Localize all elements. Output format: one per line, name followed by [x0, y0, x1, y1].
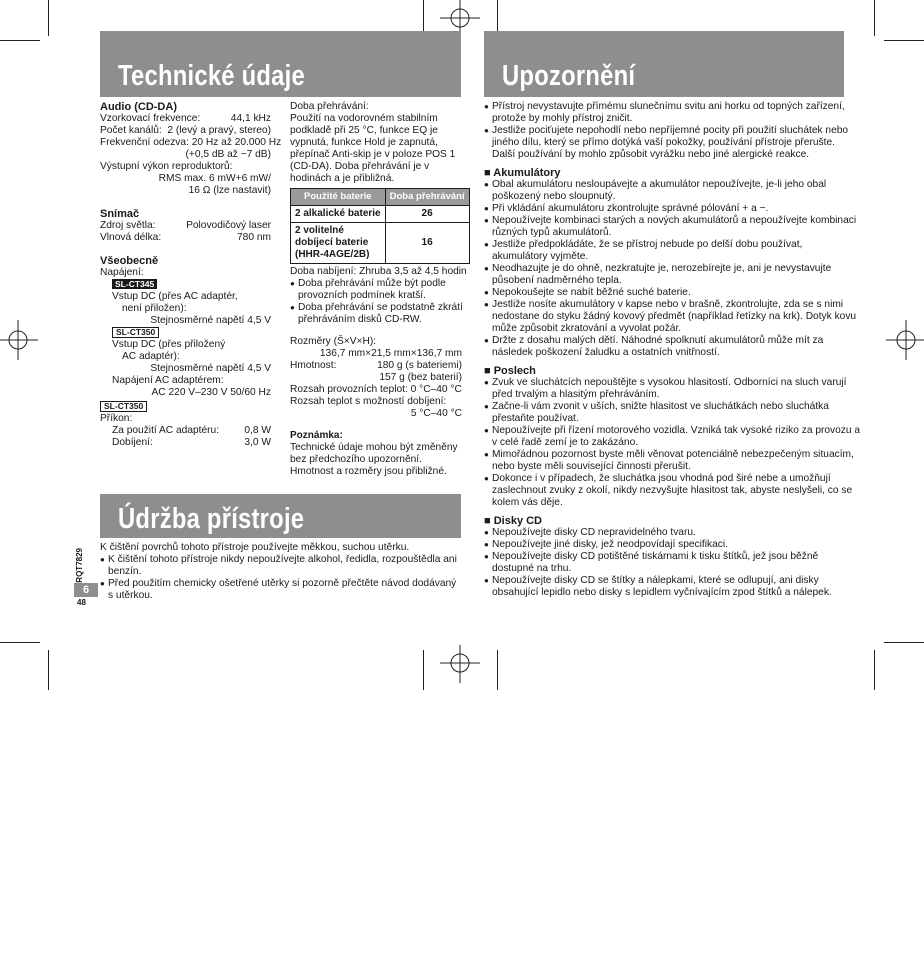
power-label: Napájení: — [100, 267, 144, 278]
list-item-line: následek poškození žaludku a ostatních vnitřností. — [492, 347, 720, 358]
list-item — [484, 125, 849, 161]
specs-column-left — [100, 101, 282, 449]
specs-banner — [100, 31, 461, 97]
batteries-list — [484, 179, 857, 359]
maint-b1-line2: benzín. — [108, 566, 142, 577]
remark-line-3: Hmotnost a rozměry jsou přibližné. — [290, 466, 447, 477]
batteries-heading-text: Akumulátory — [493, 167, 561, 179]
playback-desc-4: přepínač Anti-skip je v poloze POS 1 — [290, 149, 456, 160]
list-item-line: ● Dokonce i v případech, že sluchátka jsou vhodná pod širé nebe a umožňují — [492, 473, 831, 484]
maintenance-banner — [100, 494, 461, 538]
list-item-line: jiného dílu, který se přímo dotýká vaší pokožky, používání přístroje přerušte. — [492, 137, 835, 148]
audio-heading: Audio (CD-DA) — [100, 101, 177, 113]
listening-list — [484, 377, 861, 509]
warnings-column — [484, 101, 861, 599]
list-item-line: ● Nepoužívejte při řízení motorového vozidla. Vzniká tak vysoké riziko za provozu a — [492, 425, 861, 436]
list-item — [484, 449, 854, 473]
list-item-line: ● Mimořádnou pozornost byste měli věnovat potenciálně nebezpečeným situacím, — [492, 449, 854, 460]
page-number: 48 — [77, 598, 86, 607]
charge-temp-value: 5 °C–40 °C — [410, 408, 462, 419]
list-item — [484, 425, 861, 449]
list-item — [484, 539, 844, 551]
list-item-line: obsahující lepidlo nebo disky s lepidlem vyčnívajícím zpod štítků a nálepek. — [492, 587, 832, 598]
list-item-line: ● Nepoužívejte disky CD nepravidelného tvaru. — [492, 527, 696, 538]
battery-table — [290, 188, 470, 264]
row2-battery-1: 2 volitelné — [295, 225, 344, 236]
list-item — [484, 179, 844, 203]
list-item-line: ● Jestliže nosíte akumulátory v kapse nebo v brašně, zkontrolujte, zda se s nimi — [492, 299, 844, 310]
weight-value-2: 157 g (bez baterií) — [379, 372, 462, 383]
playback-desc-3: vypnutá, funkce Hold je zapnutá, — [290, 137, 438, 148]
note1-line1: ● Doba přehrávání může být podle — [298, 278, 446, 289]
row2-time: 16 — [385, 223, 469, 264]
note1-line2: provozních podmínek kratší. — [298, 290, 426, 301]
pickup-heading: Snímač — [100, 208, 140, 220]
list-item — [484, 203, 844, 215]
list-item-line: ● Přístroj nevystavujte přímému slunečnímu svitu ani horku od topných zařízení, — [492, 101, 845, 112]
dims-value: 136,7 mm×21,5 mm×136,7 mm — [319, 348, 462, 359]
list-item — [484, 551, 844, 575]
list-item-line: před trvalým a hlasitým přehráváním. — [492, 389, 660, 400]
maintenance-section — [100, 542, 460, 602]
response-value: (+0,5 dB až −7 dB) — [185, 149, 271, 160]
maint-b1-line1: ● K čištění tohoto přístroje nikdy nepoužívejte alkohol, ředidla, rozpouštědla ani — [108, 554, 457, 565]
playback-desc-6: hodinách a je přibližná. — [290, 173, 395, 184]
charge-temp-label: Rozsah teplot s možností dobíjení: — [290, 396, 447, 407]
channels-value: 2 (levý a pravý, stereo) — [167, 125, 271, 136]
weight-value-1: 180 g (s bateriemi) — [377, 360, 462, 371]
freq-label: Vzorkovací frekvence: — [100, 113, 201, 124]
playback-desc-2: podkladě při 25 °C, funkce EQ je — [290, 125, 438, 136]
list-item-line: v celé řadě zemí je to zakázáno. — [492, 437, 639, 448]
dc1-value: Stejnosměrné napětí 4,5 V — [150, 315, 271, 326]
list-item-line: ● Nepoužívejte disky CD potištěné tiskárnami k tisku štítků, jež jsou běžně — [492, 551, 819, 562]
model-badge-ct350-2: SL-CT350 — [100, 401, 147, 412]
output-label: Výstupní výkon reproduktorů: — [100, 161, 233, 172]
list-item-line: nebo byste měli související činnosti přerušit. — [492, 461, 691, 472]
row2-battery-3: (HHR-4AGE/2B) — [295, 249, 370, 260]
maint-b2-line1: ● Před použitím chemicky ošetřené utěrky si pozorně přečtěte návod dodávaný — [108, 578, 457, 589]
list-item-line: ● Začne-li vám zvonit v uších, snižte hlasitost ve sluchátkách nebo sluchátka — [492, 401, 829, 412]
source-label: Zdroj světla: — [100, 220, 156, 231]
list-item — [484, 335, 844, 359]
list-item — [484, 101, 844, 125]
list-item — [484, 299, 857, 335]
list-item — [484, 263, 844, 287]
list-item-line: akumulátory vyjměte. — [492, 251, 589, 262]
dc1-line2: není přiložen): — [122, 303, 187, 314]
list-item-line: poškozený nebo sloupnutý. — [492, 191, 616, 202]
remark-heading: Poznámka: — [290, 430, 343, 441]
page-tab: 6 — [74, 583, 98, 597]
cons-charge-value: 3,0 W — [244, 437, 271, 448]
maintenance-intro: K čištění povrchů tohoto přístroje používejte měkkou, suchou utěrku. — [100, 542, 410, 553]
doc-code: RQT7829 — [75, 548, 84, 583]
table-header-time: Doba přehrávání — [385, 189, 469, 206]
row1-battery: 2 alkalické baterie — [291, 206, 386, 223]
list-item-line: Další používání by mohlo způsobit vyrážku nebo jiné alergické reakce. — [492, 149, 810, 160]
discs-list — [484, 527, 844, 599]
row2-battery-2: dobíjecí baterie — [295, 237, 369, 248]
list-item-line: ● Nepoužívejte kombinaci starých a nových akumulátorů a nepoužívejte kombinaci — [492, 215, 857, 226]
list-item-line: kolem vás děje. — [492, 497, 563, 508]
weight-label: Hmotnost: — [290, 360, 337, 371]
playback-desc-1: Použití na vodorovném stabilním — [290, 113, 438, 124]
list-item-line: ● Držte z dosahu malých dětí. Náhodné spolknutí akumulátorů může mít za — [492, 335, 824, 346]
list-item-line: působení nadměrného tepla. — [492, 275, 622, 286]
maintenance-title: Údržba přístroje — [118, 503, 305, 535]
dc2-value: Stejnosměrné napětí 4,5 V — [150, 363, 271, 374]
table-row — [291, 206, 470, 223]
discs-heading-text: Disky CD — [493, 515, 542, 527]
discs-heading: ■ Disky CD — [484, 515, 542, 527]
ac-value: AC 220 V–230 V 50/60 Hz — [151, 387, 271, 398]
list-item-line: ● Obal akumulátoru nesloupávejte a akumulátor nepoužívejte, je-li jeho obal — [492, 179, 827, 190]
playback-label: Doba přehrávání: — [290, 101, 369, 112]
dc2-line1: Vstup DC (přes přiložený — [112, 339, 226, 350]
list-item-line: ● Jestliže pociťujete nepohodlí nebo nepříjemné pocity při použití sluchátek nebo — [492, 125, 849, 136]
list-item-line: dostupné na trhu. — [492, 563, 572, 574]
cons-ac-value: 0,8 W — [244, 425, 271, 436]
remark-line-1: Technické údaje mohou být změněny — [290, 442, 458, 453]
cons-ac-label: Za použití AC adaptéru: — [112, 425, 220, 436]
row1-time: 26 — [385, 206, 469, 223]
output-value-2: 16 Ω (lze nastavit) — [188, 185, 271, 196]
list-item-line: protože by mohly přístroj zničit. — [492, 113, 633, 124]
channels-label: Počet kanálů: — [100, 125, 162, 136]
list-item — [484, 239, 844, 263]
list-item — [484, 215, 857, 239]
specs-column-right — [290, 101, 467, 478]
list-item-line: nedostane do styku žádný kovový předmět (například řetízky na krk). Dotyk kovu — [492, 311, 857, 322]
table-row — [291, 223, 470, 264]
list-item-line: různých typů akumulátorů. — [492, 227, 612, 238]
consumption-label: Příkon: — [100, 413, 133, 424]
output-value-1: RMS max. 6 mW+6 mW/ — [158, 173, 271, 184]
dims-label: Rozměry (Š×V×H): — [290, 336, 377, 347]
specs-title: Technické údaje — [118, 60, 305, 92]
wave-label: Vlnová délka: — [100, 232, 162, 243]
op-temp: Rozsah provozních teplot: 0 °C–40 °C — [290, 384, 462, 395]
caution-banner — [484, 31, 844, 97]
list-item-line: přestaňte používat. — [492, 413, 579, 424]
maint-b2-line2: s utěrkou. — [108, 590, 153, 601]
freq-value: 44,1 kHz — [230, 113, 271, 124]
list-item-line: ● Při vkládání akumulátoru zkontrolujte správné pólování + a −. — [492, 203, 769, 214]
caution-title: Upozornění — [502, 60, 636, 92]
list-item-line: ● Neodhazujte je do ohně, nezkratujte je, nerozebírejte je, ani je nevystavujte — [492, 263, 832, 274]
table-header-battery: Použité baterie — [291, 189, 386, 206]
batteries-heading: ■ Akumulátory — [484, 167, 561, 179]
source-value: Polovodičový laser — [186, 220, 271, 231]
list-item-line: ● Zvuk ve sluchátcích nepouštějte s vysokou hlasitostí. Odborníci na sluch varují — [492, 377, 847, 388]
list-item — [484, 287, 844, 299]
model-badge-ct350: SL-CT350 — [112, 327, 159, 338]
list-item — [484, 575, 844, 599]
ac-label: Napájení AC adaptérem: — [112, 375, 224, 386]
list-item-line: může způsobit zkratování a vyvolat požár. — [492, 323, 682, 334]
remark-line-2: bez předchozího upozornění. — [290, 454, 422, 465]
dc2-line2: AC adaptér): — [122, 351, 180, 362]
list-item-line: zaslechnout zvuky z okolí, nikdy nezvyšujte hlasitost tak, abyste neslyšeli, co se — [492, 485, 853, 496]
dc1-line1: Vstup DC (přes AC adaptér, — [112, 291, 238, 302]
list-item-line: ● Nepoužívejte jiné disky, jež neodpovídají specifikaci. — [492, 539, 728, 550]
list-item — [484, 473, 853, 509]
listening-heading: ■ Poslech — [484, 365, 536, 377]
list-item — [484, 401, 844, 425]
charge-time: Doba nabíjení: Zhruba 3,5 až 4,5 hodin — [290, 266, 467, 277]
response-label: Frekvenční odezva: 20 Hz až 20.000 Hz — [100, 137, 282, 148]
list-item-line: ● Jestliže předpokládáte, že se přístroj nebude po delší dobu používat, — [492, 239, 803, 250]
listening-heading-text: Poslech — [493, 365, 536, 377]
wave-value: 780 nm — [237, 232, 271, 243]
general-heading: Všeobecně — [100, 255, 159, 267]
intro-list — [484, 101, 849, 161]
note2-line1: ● Doba přehrávání se podstatně zkrátí — [298, 302, 463, 313]
playback-desc-5: (CD-DA). Doba přehrávání je v — [290, 161, 430, 172]
note2-line2: přehráváním disků CD-RW. — [298, 314, 422, 325]
model-badge-ct345: SL-CT345 — [112, 279, 157, 289]
list-item — [484, 377, 847, 401]
list-item — [484, 527, 844, 539]
list-item-line: ● Nepokoušejte se nabít běžné suché baterie. — [492, 287, 691, 298]
cons-charge-label: Dobíjení: — [112, 437, 153, 448]
list-item-line: ● Nepoužívejte disky CD se štítky a nálepkami, které se odlupují, ani disky — [492, 575, 819, 586]
